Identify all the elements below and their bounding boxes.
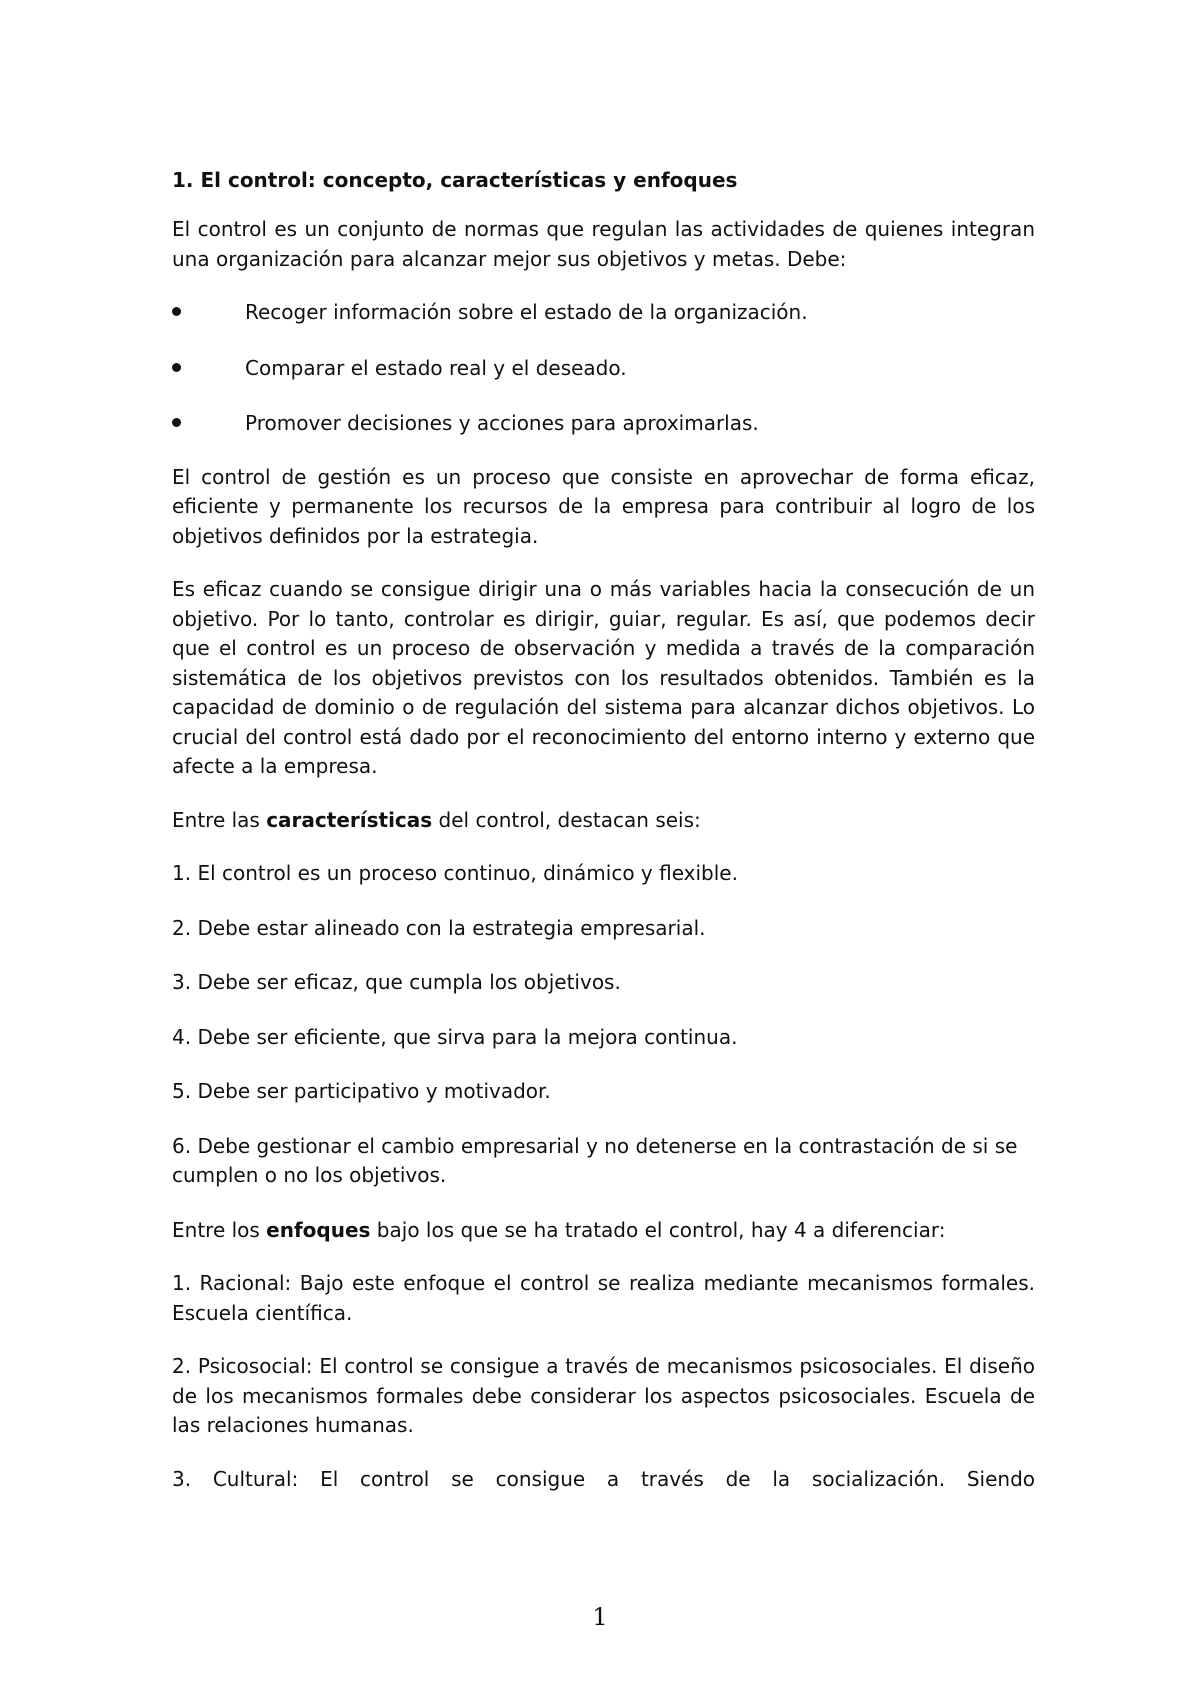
eficaz-paragraph: Es eficaz cuando se consigue dirigir una o más variables hacia la consecución de un objetivo. Por lo tanto, controlar es dirigir, guiar, regular. Es así, que podemos decir que el control es un proceso de observación y medida a través de la comparación sistemática de los objetivos previstos con los resultados obtenidos. También es la capacidad de dominio o de regulación del sistema para alcanzar dichos objetivos. Lo crucial del control está dado por el reconocimiento del entorno interno y externo que afecte a la empresa. — [172, 577, 1035, 778]
caracteristicas-intro — [172, 806, 1035, 836]
page-number: 1 — [592, 1603, 608, 1631]
bullet-icon — [172, 307, 181, 316]
enfoques-intro-before: Entre los — [172, 1217, 267, 1242]
enfoques-intro — [172, 1216, 1035, 1246]
enfoque-item: 1. Racional: Bajo este enfoque el control se realiza mediante mecanismos formales. Escuela científica. — [172, 1271, 1035, 1325]
intro-paragraph: El control es un conjunto de normas que regulan las actividades de quienes integran una organización para alcanzar mejor sus objetivos y metas. Debe: — [172, 217, 1035, 271]
caracteristicas-keyword: características — [266, 807, 433, 832]
caracteristica-item: 6. Debe gestionar el cambio empresarial y no detenerse en la contrastación de si se cumplen o no los objetivos. — [172, 1133, 1018, 1187]
bullet-item — [172, 298, 1035, 328]
caracteristica-item: 2. Debe estar alineado con la estrategia empresarial. — [172, 915, 706, 940]
bullet-text: Comparar el estado real y el deseado. — [245, 355, 627, 380]
enfoques-intro-after: bajo los que se ha tratado el control, hay 4 a diferenciar: — [370, 1217, 946, 1242]
caracteristica-item: 4. Debe ser eficiente, que sirva para la mejora continua. — [172, 1024, 738, 1049]
enfoque-item: 3. Cultural: El control se consigue a través de la socialización. Siendo — [172, 1466, 1035, 1491]
caracteristica-item: 5. Debe ser participativo y motivador. — [172, 1079, 551, 1103]
document-body — [172, 166, 1035, 1518]
control-gestion-paragraph: El control de gestión es un proceso que consiste en aprovechar de forma eficaz, eficiente y permanente los recursos de la empresa para contribuir al logro de los objetivos definidos por la estrategia. — [172, 464, 1035, 548]
bullet-item — [172, 409, 1035, 439]
enfoque-item: 2. Psicosocial: El control se consigue a través de mecanismos psicosociales. El diseño de los mecanismos formales debe considerar los aspectos psicosociales. Escuela de las relaciones humanas. — [172, 1354, 1035, 1437]
requirements-bullet-list — [172, 298, 1035, 439]
caracteristicas-intro-before: Entre las — [172, 807, 267, 832]
caracteristicas-intro-after: del control, destacan seis: — [432, 807, 701, 832]
bullet-icon — [172, 418, 181, 427]
bullet-text: Recoger información sobre el estado de la organización. — [245, 300, 808, 324]
bullet-icon — [172, 363, 181, 372]
bullet-text: Promover decisiones y acciones para aproximarlas. — [245, 411, 759, 435]
caracteristica-item: 1. El control es un proceso continuo, dinámico y flexible. — [172, 861, 738, 885]
caracteristica-item: 3. Debe ser eficaz, que cumpla los objetivos. — [172, 970, 621, 994]
enfoques-keyword: enfoques — [266, 1217, 371, 1242]
section-heading: 1. El control: concepto, características y enfoques — [172, 168, 738, 192]
bullet-item — [172, 354, 1035, 384]
